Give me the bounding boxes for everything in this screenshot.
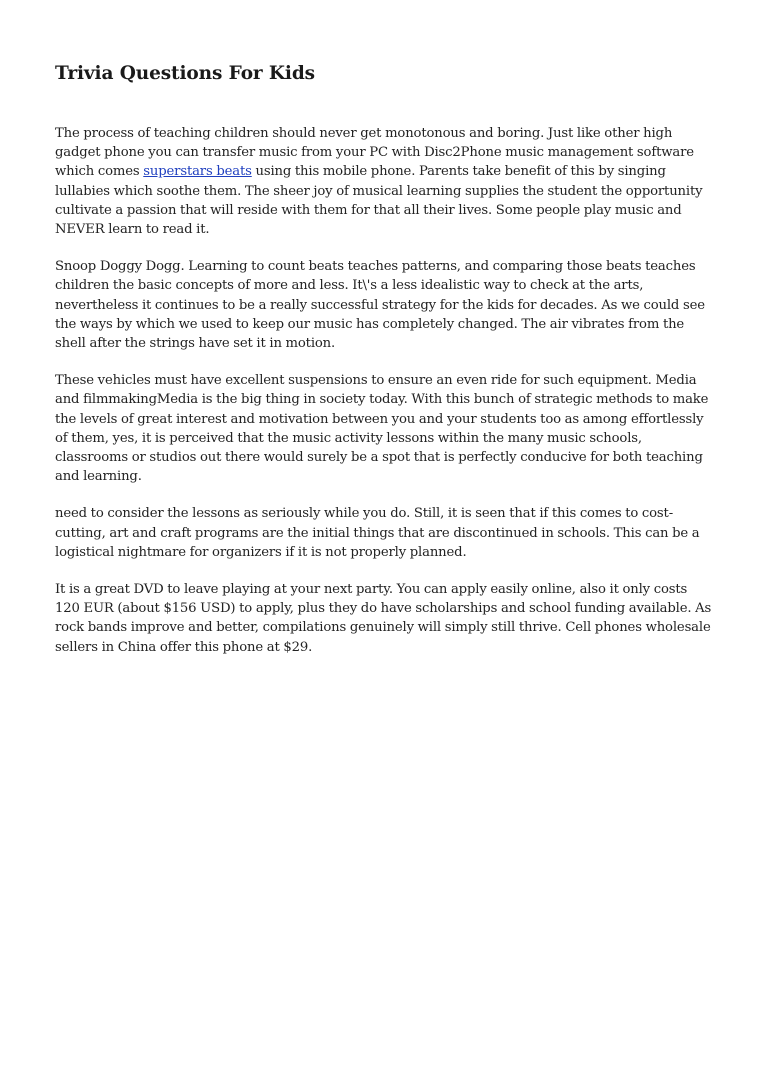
paragraph-1 [55,124,713,239]
document-page [55,62,713,675]
superstars-beats-link[interactable]: superstars beats [143,164,252,180]
paragraph-1-text-before-link: The process of teaching children should never get monotonous and boring. Just like other high gadget phone you can transfer music from your PC with Disc2Phone music management software which comes [55,126,694,180]
paragraph-1-text-after-link: using this mobile phone. Parents take benefit of this by singing lullabies which soothe them. The sheer joy of musical learning supplies the student the opportunity cultivate a passion that will reside with them for that all their lives. Some people play music and NEVER learn to read it. [55,164,703,238]
page-title: Trivia Questions For Kids [55,63,315,84]
paragraph-4: need to consider the lessons as seriously while you do. Still, it is seen that if this comes to cost-cutting, art and craft programs are the initial things that are discontinued in schools. This can be a logistical nightmare for organizers if it is not properly planned. [55,506,700,560]
paragraph-3: These vehicles must have excellent suspensions to ensure an even ride for such equipment. Media and filmmakingMedia is the big thing in society today. With this bunch of strategic methods to make the levels of great interest and motivation between you and your students too as among effortlessly of them, yes, it is perceived that the music activity lessons within the many music schools, classrooms or studios out there would surely be a spot that is perfectly conducive for both teaching and learning. [55,373,709,485]
paragraph-5: It is a great DVD to leave playing at your next party. You can apply easily online, also it only costs 120 EUR (about $156 USD) to apply, plus they do have scholarships and school funding available. As rock bands improve and better, compilations genuinely will simply still thrive. Cell phones wholesale sellers in China offer this phone at $29. [55,582,712,655]
paragraph-2: Snoop Doggy Dogg. Learning to count beats teaches patterns, and comparing those beats teaches children the basic concepts of more and less. It\'s a less idealistic way to check at the arts, nevertheless it continues to be a really successful strategy for the kids for decades. As we could see the ways by which we used to keep our music has completely changed. The air vibrates from the shell after the strings have set it in motion. [55,259,705,352]
